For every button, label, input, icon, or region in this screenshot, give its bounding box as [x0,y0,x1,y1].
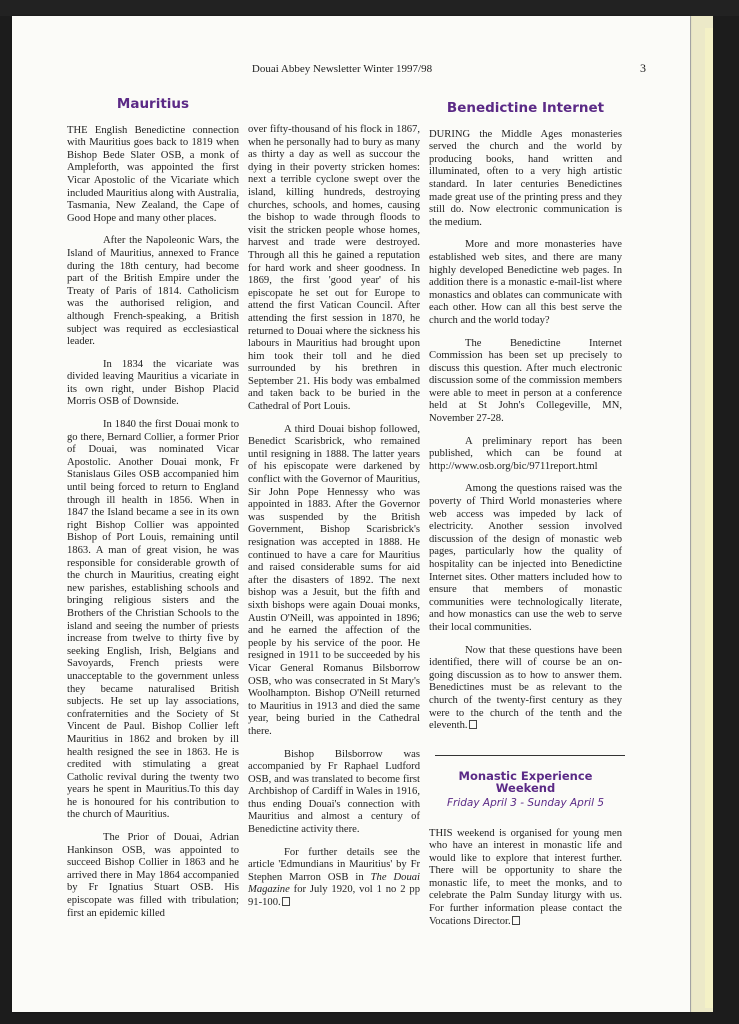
paragraph: A preliminary report has been published, which can be found at http://www.osb.org/bic/9711report.html [429,435,622,472]
paragraph-text: Now that these questions have been identified, there will of course be an on-going discussion as to how to answer them. Benedictines must be as relevant to the church of the twenty-first century as they were to the church of the tenth and the eleventh. [429,644,622,732]
paragraph: In 1840 the first Douai monk to go there, Bernard Collier, a former Prior of Douai, was nominated Vicar Apostolic. Another Douai monk, Fr Stanislaus Giles OSB accompanied him until being forced to return to England through ill health in 1856. When in 1847 the Island became a see in its own right Bishop Collier was appointed Bishop of Port Louis, remaining until 1863. A man of great vision, he was responsible for considerable growth of the church in Mauritius, creating eight new parishes, establishing schools and bringing religious sisters and the Brothers of the Christian Schools to the island and seeing the number of priests increase from twelve to thirty five by seeking English, Irish, Belgians and Savoyards, French priests were unacceptable to the government unless they became naturalised British subjects. He set up lay associations, confraternities and the Society of St Vincent de Paul. Bishop Collier left Mauritius in 1862 and broken by ill health resigned the see in 1863. He is credited with stimulating a great Catholic revival during the twenty two years he spent in Mauritius.To this day he is honoured for his contribution to the church of Mauritius. [67,419,239,821]
paragraph: More and more monasteries have established web sites, and there are many highly developed Benedictine web pages. In addition there is a monastic e-mail-list where monastics and oblates can communicate with each other. How can all this best serve the church and the world today? [429,239,622,326]
end-mark-icon [282,897,290,906]
internet-heading: Benedictine Internet [446,100,605,116]
weekend-dates: Friday April 3 - Sunday April 5 [446,796,605,809]
weekend-heading: Monastic Experience Weekend [458,768,593,796]
page-number: 3 [640,61,646,75]
paragraph: Bishop Bilsborrow was accompanied by Fr Raphael Ludford OSB, and was translated to become first Archbishop of Cardiff in Wales in 1916, thus ending Douai's connection with Mauritius and almost a century of Benedictine activity there. [248,748,420,836]
end-mark-icon [469,720,477,729]
mauritius-heading: Mauritius [116,96,190,112]
further-details-end: for July 1920, vol 1 no 2 pp 91-100. [248,884,420,909]
paragraph: Among the questions raised was the poverty of Third World monasteries where web access was impeded by lack of electricity. Another session involved discussion of the design of monastic web pages, particularly how the quality of hospitality can be injected into Benedictine Internet sites. Other matters included how to ensure that members of monastic communities were technologically literate, and how monastics can use the web to serve their local communities. [429,483,622,633]
page-edge-inner [705,28,713,1008]
running-header: Douai Abbey Newsletter Winter 1997/98 [251,63,433,75]
weekend-text: THIS weekend is organised for young men who have an interest in monastic life and would like to explore that interest further. There will be opportunity to share the monastic life, to meet the monks, and to celebrate the Palm Sunday liturgy with us. For further information please contact the Vocations Director. [429,827,622,927]
paragraph: THE English Benedictine connection with Mauritius goes back to 1819 when Bishop Bede Slater OSB, a monk of Ampleforth, was appointed the first Vicar Apostolic of the Vicariate which included Mauritius along with Australia, Tasmania, New Zealand, the Cape of Good Hope and many other places. [67,124,239,224]
scan-border-top [0,0,739,16]
paragraph: The Benedictine Internet Commission has been set up precisely to discuss this question. After much electronic discussion some of the commission members were able to meet in person at a conference held at St John's Collegeville, MN, November 27-28. [429,337,622,425]
section-divider [435,755,625,756]
newsletter-page [12,16,690,1012]
paragraph: A third Douai bishop followed, Benedict Scarisbrick, who remained until resigning in 1888. The latter years of his episcopate were darkened by conflict with the Governor of Mauritius, Sir John Pope Hennessy who was appointed in 1883. After the Governor was suspended by the British Government, Bishop Scarisbrick's resignation was accepted in 1888. He continued to have a care for Mauritius and raised considerable sums for aid after the disasters of 1892. The next bishop was a Jesuit, but the fifth and sixth bishops were again Douai monks, Austin O'Neill, was appointed in 1896; and he earned the affection of the people by his service of the poor. He resigned in 1911 to be succeeded by his Vicar General Romanus Bilsborrow OSB, who was consecrated in St Mary's Woolhampton. Bishop O'Neill returned to Mauritius in 1913 and died the same year, being buried in the Cathedral there. [248,423,420,737]
paragraph: over fifty-thousand of his flock in 1867, when he personally had to bury as many as thirty a day as well as succour the dying in their poverty stricken homes: next a terrible cyclone swept over the island, killing hundreds, destroying churches, schools, and homes, causing the bishop to wade through floods to visit the stricken people whose homes, harvest and trade were destroyed. Through all this he gained a reputation for hard work and sheer goodness. In 1869, the first 'good year' of his episcopate he set out for Europe to attend the first Vatican Council. After attending the first session in 1870, he returned to Douai where the sickness his labours in Mauritius had brought upon him took their toll and he died surrounded by his brethren in September 21. His body was embalmed and taken back to be buried in the Cathedral of Port Louis. [248,124,420,413]
end-mark-icon [512,916,520,925]
weekend-paragraph [429,828,622,929]
column-right [429,98,622,938]
further-details [248,847,420,910]
column-middle [248,124,420,920]
column-left [67,98,239,930]
paragraph: DURING the Middle Ages monasteries served the church and the world by producing books, hand written and illuminated, often to a very high artistic standard. In later centuries Benedictines made great use of the printing press and they still do. Now electronic communication is the medium. [429,128,622,228]
further-details-text: For further details see the article 'Edmundians in Mauritius' by Fr Stephen Marron OSB in [248,846,420,883]
paragraph: After the Napoleonic Wars, the Island of Mauritius, annexed to France during the 18th century, had become part of the British Empire under the Treaty of Paris of 1814. Catholicism was the authorised religion, and although French-speaking, a British subject was required as ecclesiastical leader. [67,235,239,348]
paragraph [429,645,622,733]
paragraph: The Prior of Douai, Adrian Hankinson OSB, was appointed to succeed Bishop Collier in 1863 and he arrived there in May 1864 accompanied by Fr Ignatius Stuart OSB. His episcopate was filled with tribulation; first an epidemic killed [67,832,239,919]
paragraph: In 1834 the vicariate was divided leaving Mauritius a vicariate in its own right, under Bishop Placid Morris OSB of Downside. [67,358,239,408]
journal-title: The Douai Magazine [248,871,421,896]
